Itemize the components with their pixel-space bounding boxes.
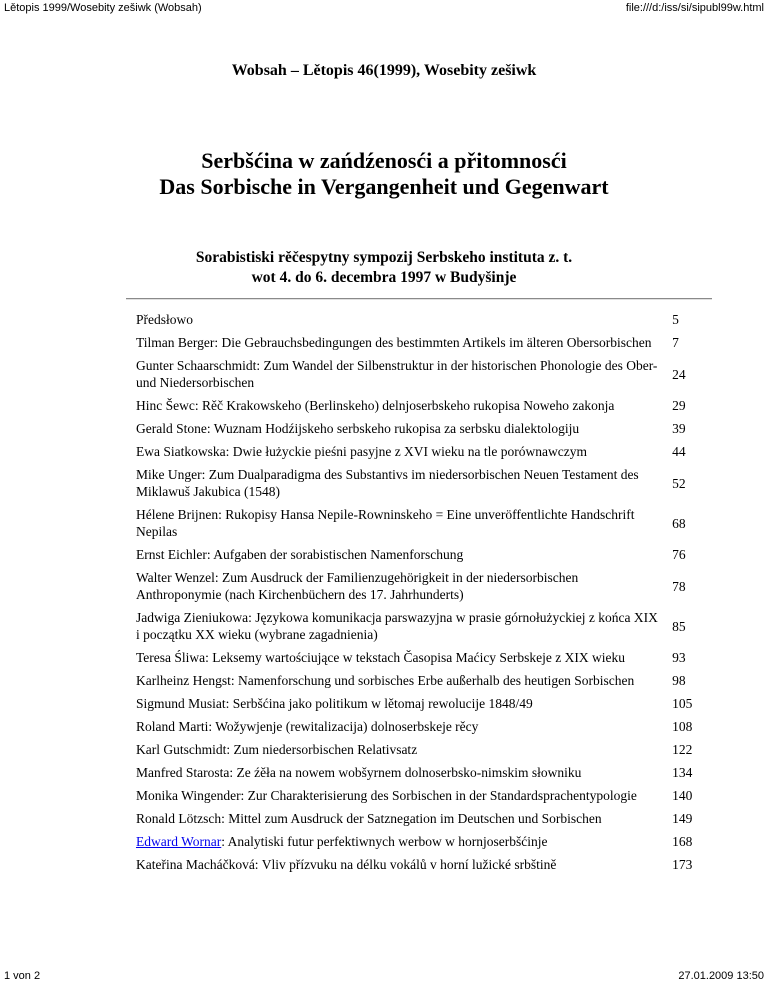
toc-entry-title: Walter Wenzel: Zum Ausdruck der Familienzugehörigkeit in der niedersorbischen Anthroponymie (nach Kirchenbüchern des 17. Jahrhunderts) [136,570,579,602]
toc-row [136,394,712,417]
toc-entry-title-text: : Analytiski futur perfektiwnych werbow w hornjoserbšćinje [221,834,548,849]
toc-entry-page: 105 [672,696,693,711]
print-footer-date: 27.01.2009 13:50 [678,970,764,982]
toc-entry-title [136,833,664,850]
toc-row [136,692,712,715]
toc-row [136,669,712,692]
table-of-contents [136,308,712,876]
toc-entry-title: Ernst Eichler: Aufgaben der sorabistischen Namenforschung [136,547,464,562]
toc-entry-page: 76 [672,547,686,562]
toc-entry-page: 29 [672,398,686,413]
toc-entry-title: Sigmund Musiat: Serbšćina jako politikum w lětomaj rewolucije 1848/49 [136,696,533,711]
toc-entry-title: Předsłowo [136,312,193,327]
toc-entry-title: Mike Unger: Zum Dualparadigma des Substantivs im niedersorbischen Neuen Testament des Miklawuš Jakubica (1548) [136,467,639,499]
subtitle-line-2: wot 4. do 6. decembra 1997 w Budyšinje [251,269,517,286]
toc-row [136,807,712,830]
toc-entry-page: 7 [672,335,679,350]
toc-row [136,646,712,669]
toc-row [136,853,712,876]
toc-entry-page: 122 [672,742,693,757]
toc-row [136,761,712,784]
journal-heading: Wobsah – Lětopis 46(1999), Wosebity zešiwk [231,62,537,79]
toc-row [136,543,712,566]
toc-entry-title: Ewa Siatkowska: Dwie łużyckie pieśni pasyjne z XVI wieku na tle porównawczym [136,444,587,459]
toc-entry-page: 93 [672,650,686,665]
toc-row [136,308,712,331]
toc-row [136,417,712,440]
toc-row [136,830,712,853]
toc-row [136,503,712,543]
toc-row [136,715,712,738]
toc-entry-page: 44 [672,444,686,459]
toc-entry-title: Manfred Starosta: Ze źěła na nowem wobšyrnem dolnoserbsko-nimskim słowniku [136,765,582,780]
print-footer-page: 1 von 2 [4,970,41,982]
toc-entry-title: Karl Gutschmidt: Zum niedersorbischen Relativsatz [136,742,418,757]
toc-entry-page: 85 [672,618,686,634]
title-line-sorbian: Serbšćina w zańdźenosći a přitomnosći [201,148,567,173]
toc-entry-title: Hélene Brijnen: Rukopisy Hansa Nepile-Rowninskeho = Eine unveröffentlichte Handschrift Nepilas [136,507,635,539]
page-title [0,148,768,200]
toc-row [136,606,712,646]
toc-entry-title: Tilman Berger: Die Gebrauchsbedingungen des bestimmten Artikels im älteren Obersorbischen [136,335,652,350]
toc-row [136,566,712,606]
toc-entry-page: 140 [672,788,693,803]
toc-row [136,463,712,503]
author-link[interactable]: Edward Wornar [136,834,222,849]
toc-row [136,331,712,354]
toc-entry-page: 149 [672,811,693,826]
subtitle-line-1: Sorabistiski rěčespytny sympozij Serbskeho instituta z. t. [195,249,573,266]
toc-entry-page: 78 [672,578,686,594]
toc-entry-title: Ronald Lötzsch: Mittel zum Ausdruck der Satznegation im Deutschen und Sorbischen [136,811,602,826]
toc-row [136,784,712,807]
toc-entry-page: 5 [672,312,679,327]
toc-entry-title: Roland Marti: Wožywjenje (rewitalizacija) dolnoserbskeje rěcy [136,719,479,734]
horizontal-divider [126,298,712,300]
print-header-url: file:///d:/iss/si/sipubl99w.html [625,2,764,14]
toc-entry-page: 39 [672,421,686,436]
toc-entry-page: 98 [672,673,686,688]
toc-entry-title: Teresa Śliwa: Leksemy wartościujące w tekstach Časopisa Maćicy Serbskeje z XIX wieku [136,650,626,665]
toc-entry-title: Monika Wingender: Zur Charakterisierung des Sorbischen in der Standardsprachentypologie [136,788,637,803]
title-line-german: Das Sorbische in Vergangenheit und Gegenwart [159,174,609,199]
toc-row [136,738,712,761]
toc-entry-page: 168 [672,834,693,849]
toc-entry-page: 173 [672,857,693,872]
toc-entry-page: 134 [672,765,693,780]
toc-entry-title: Gerald Stone: Wuznam Hodźijskeho serbskeho rukopisa za serbsku dialektologiju [136,421,580,436]
toc-entry-title: Kateřina Macháčková: Vliv přízvuku na délku vokálů v horní lužické srbštině [136,857,557,872]
toc-entry-title: Karlheinz Hengst: Namenforschung und sorbisches Erbe außerhalb des heutigen Sorbischen [136,673,635,688]
toc-entry-title: Hinc Šewc: Rěč Krakowskeho (Berlinskeho) delnjoserbskeho rukopisa Noweho zakonja [136,398,615,413]
page-subtitle [0,248,768,288]
print-header-title: Lětopis 1999/Wosebity zešiwk (Wobsah) [4,2,202,14]
toc-entry-page: 52 [672,475,686,491]
toc-entry-title: Gunter Schaarschmidt: Zum Wandel der Silbenstruktur in der historischen Phonologie des Ober- und Niedersorbischen [136,358,658,390]
toc-entry-page: 68 [672,515,686,531]
toc-entry-title: Jadwiga Zieniukowa: Językowa komunikacja parswazyjna w prasie górnołużyckiej z końca XIX i początku XX wieku (wybrane zagadnienia) [136,610,658,642]
toc-entry-page: 108 [672,719,693,734]
toc-row [136,440,712,463]
toc-row [136,354,712,394]
toc-entry-page: 24 [672,366,686,382]
